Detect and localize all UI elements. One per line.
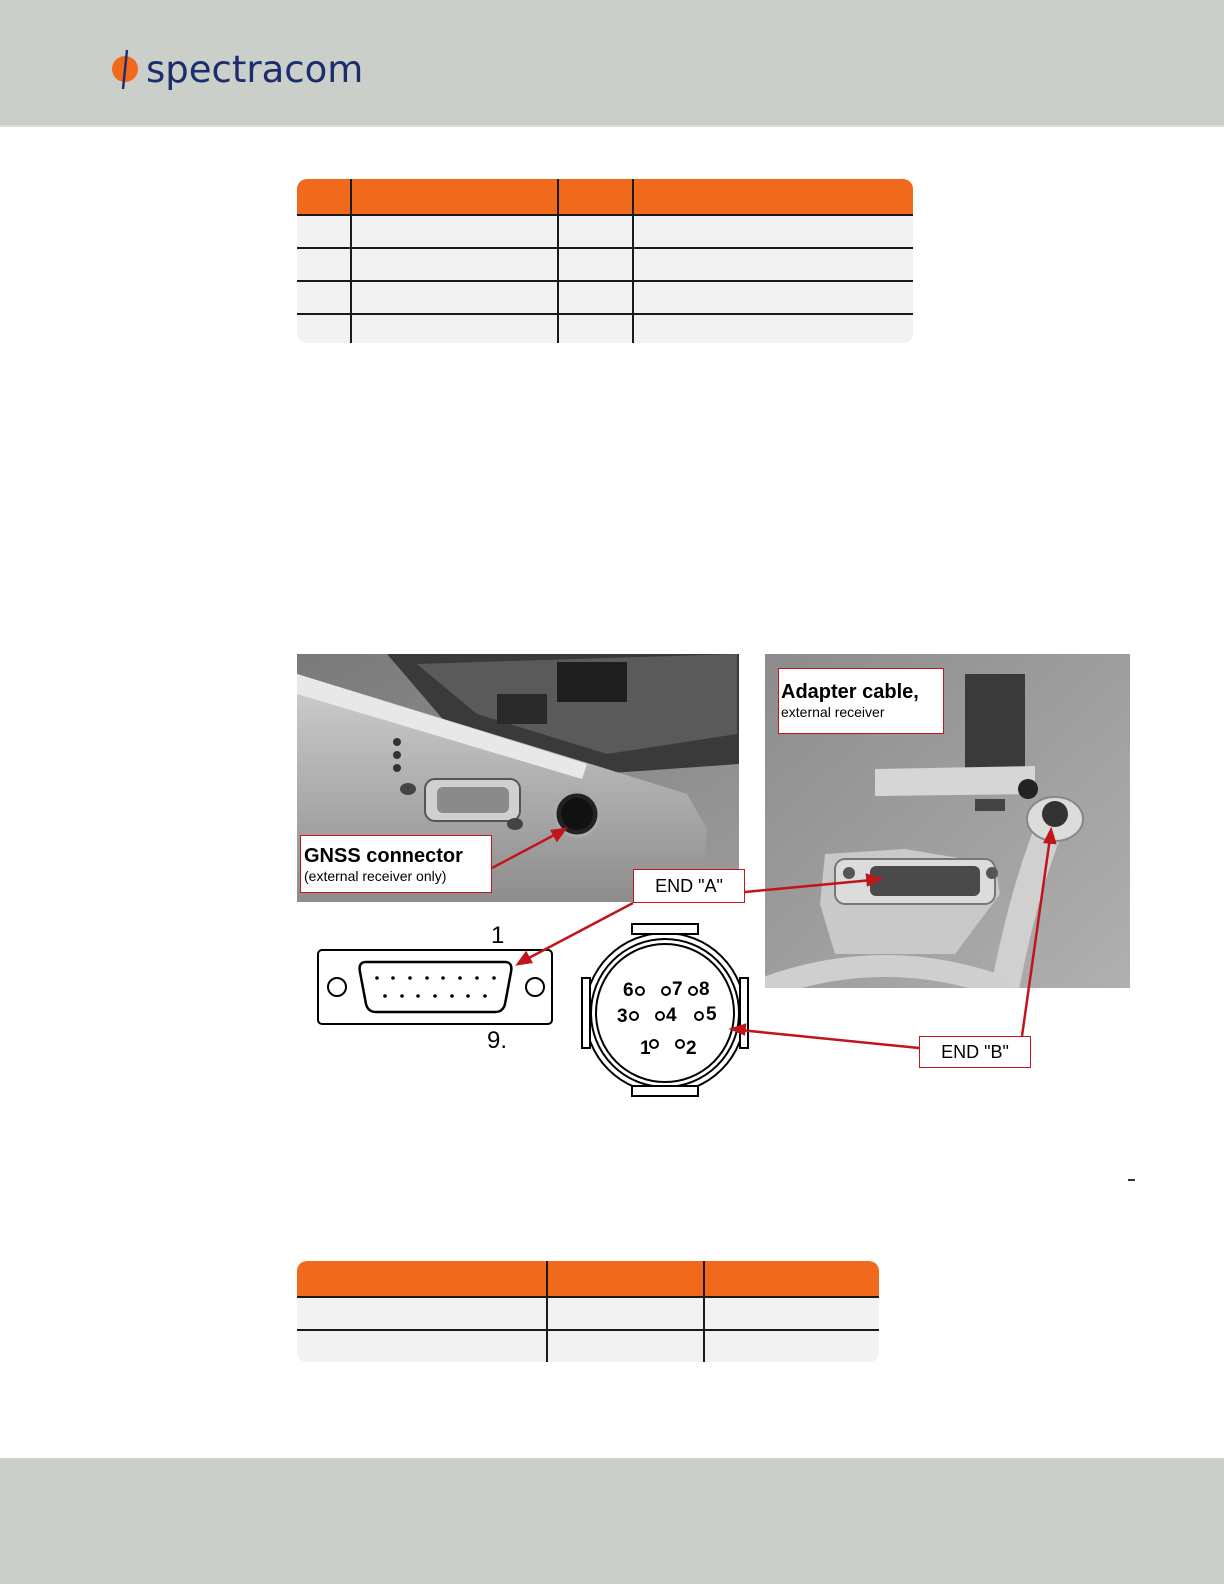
pinout-table-1 bbox=[297, 179, 913, 343]
end-b-text: END "B" bbox=[941, 1042, 1009, 1062]
adapter-cable-callout bbox=[778, 668, 944, 734]
column-divider bbox=[557, 179, 559, 343]
din-pin-5: 5 bbox=[706, 1004, 717, 1025]
callout-title: GNSS connector bbox=[304, 845, 463, 867]
table-header bbox=[297, 179, 913, 214]
column-divider bbox=[703, 1261, 705, 1362]
table-row bbox=[297, 1296, 879, 1329]
table-row bbox=[297, 214, 913, 247]
din-pin-2: 2 bbox=[686, 1038, 697, 1059]
din-pin-3: 3 bbox=[617, 1006, 628, 1027]
logo-text: spectracom bbox=[146, 47, 364, 91]
callout-subtitle: (external receiver only) bbox=[304, 868, 447, 884]
stray-mark bbox=[1128, 1179, 1135, 1181]
din-pin-8: 8 bbox=[699, 979, 710, 1000]
table-row bbox=[297, 247, 913, 280]
pinout-table-2 bbox=[297, 1261, 879, 1362]
din-pin-4: 4 bbox=[666, 1005, 677, 1026]
din-pin-6: 6 bbox=[623, 980, 634, 1001]
db15-pin-9-label: 9. bbox=[487, 1027, 508, 1054]
table-row bbox=[297, 1329, 879, 1362]
db15-pin-1-label: 1 bbox=[491, 922, 505, 949]
end-a-label bbox=[633, 869, 745, 903]
table-header bbox=[297, 1261, 879, 1296]
end-b-label bbox=[919, 1036, 1031, 1068]
gnss-connector-callout bbox=[300, 835, 492, 893]
din-pin-7: 7 bbox=[672, 979, 683, 1000]
column-divider bbox=[350, 179, 352, 343]
callout-title: Adapter cable, bbox=[781, 681, 919, 703]
logo-mark-icon bbox=[110, 46, 142, 92]
page-footer-band bbox=[0, 1458, 1224, 1584]
db15-connector-icon bbox=[318, 950, 552, 1024]
spectracom-logo bbox=[110, 46, 363, 92]
table-row bbox=[297, 280, 913, 313]
din-pin-1: 1 bbox=[640, 1038, 651, 1059]
column-divider bbox=[632, 179, 634, 343]
mini-din-connector-icon bbox=[582, 924, 748, 1096]
end-a-text: END "A" bbox=[655, 876, 723, 896]
column-divider bbox=[546, 1261, 548, 1362]
table-row bbox=[297, 313, 913, 343]
callout-subtitle: external receiver bbox=[781, 704, 885, 720]
